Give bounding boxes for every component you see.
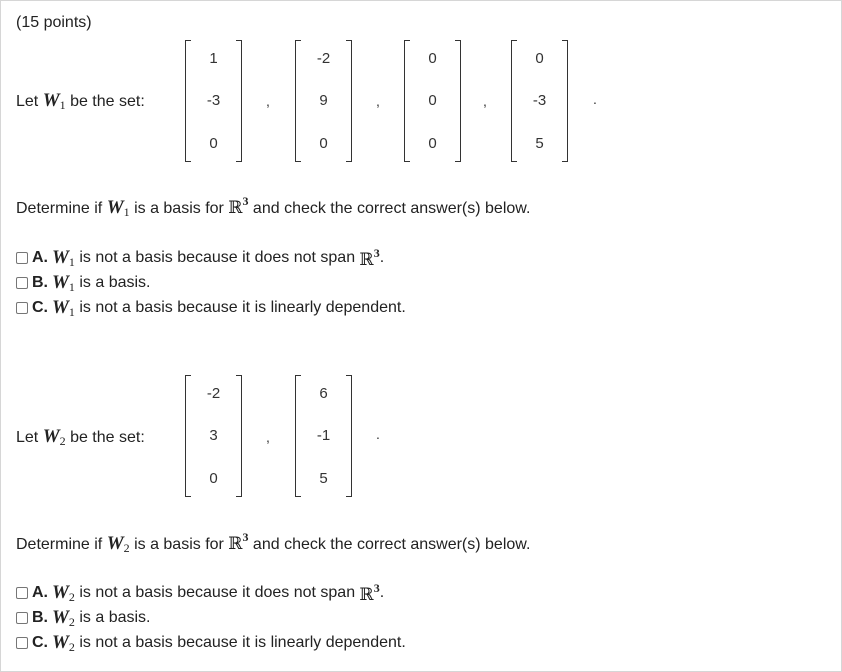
vector-entry: 0 xyxy=(428,135,437,152)
w2-option-c[interactable]: C. $W_2$ is not a basis because it is linearly dependent. xyxy=(16,632,406,654)
checkbox[interactable] xyxy=(16,612,28,624)
let-suffix: be the set: xyxy=(70,93,145,110)
question-w2: Determine if $W_2$ is a basis for ℝ$^3$ and check the correct answer(s) below. xyxy=(16,530,531,555)
checkbox[interactable] xyxy=(16,277,28,289)
vector-entry: 0 xyxy=(428,92,437,109)
question-w1: Determine if $W_1$ is a basis for ℝ$^3$ and check the correct answer(s) below. xyxy=(16,194,531,219)
option-text: is not a basis because it does not span xyxy=(79,249,356,266)
w2-symbol: $W_2$ xyxy=(42,426,66,448)
checkbox[interactable] xyxy=(16,637,28,649)
vector-entry: 0 xyxy=(319,135,328,152)
vector-entry: -3 xyxy=(532,92,547,109)
vector-entry: -3 xyxy=(206,92,221,109)
vector-entry: 5 xyxy=(535,135,544,152)
w2-option-a[interactable]: A. $W_2$ is not a basis because it does not span ℝ$^3$ . xyxy=(16,582,384,604)
vector-entry: -1 xyxy=(316,427,331,444)
comma-separator: , xyxy=(483,93,487,109)
w1-option-c[interactable]: C. $W_1$ is not a basis because it is linearly dependent. xyxy=(16,297,406,319)
set-definition-w2 xyxy=(16,426,145,449)
vector-entry: -2 xyxy=(206,385,221,402)
w2-vector-2 xyxy=(295,375,352,497)
w2-symbol: $W_2$ xyxy=(52,606,75,629)
vector-entry: 9 xyxy=(319,92,328,109)
w2-symbol: $W_2$ xyxy=(52,631,75,654)
r3-symbol: ℝ$^3$ xyxy=(228,530,249,554)
period-mark: . xyxy=(593,91,597,107)
vector-entry: 0 xyxy=(209,470,218,487)
w1-symbol: $W_1$ xyxy=(52,271,75,294)
w1-vector-4 xyxy=(511,40,568,162)
w1-vector-1 xyxy=(185,40,242,162)
option-text: is not a basis because it is linearly dependent. xyxy=(79,634,406,651)
set-definition-w1 xyxy=(16,90,145,113)
w2-symbol: $W_2$ xyxy=(52,581,75,604)
option-text: is not a basis because it does not span xyxy=(79,584,356,601)
option-text: is a basis. xyxy=(79,274,151,291)
r3-symbol: ℝ$^3$ xyxy=(359,581,380,605)
w1-option-a[interactable]: A. $W_1$ is not a basis because it does not span ℝ$^3$ . xyxy=(16,247,384,269)
w1-symbol: $W_1$ xyxy=(106,197,130,219)
let-suffix: be the set: xyxy=(70,429,145,446)
vector-entry: 0 xyxy=(428,50,437,67)
points-label: (15 points) xyxy=(16,14,92,31)
vector-entry: 1 xyxy=(209,50,218,67)
w2-symbol: $W_2$ xyxy=(106,533,130,555)
w1-symbol: $W_1$ xyxy=(52,246,75,269)
checkbox[interactable] xyxy=(16,587,28,599)
w2-option-b[interactable]: B. $W_2$ is a basis. xyxy=(16,607,151,629)
w1-vector-2 xyxy=(295,40,352,162)
w1-symbol: $W_1$ xyxy=(52,296,75,319)
let-prefix: Let xyxy=(16,93,39,110)
option-text: is not a basis because it is linearly dependent. xyxy=(79,299,406,316)
vector-entry: 6 xyxy=(319,385,328,402)
checkbox[interactable] xyxy=(16,302,28,314)
vector-entry: -2 xyxy=(316,50,331,67)
r3-symbol: ℝ$^3$ xyxy=(359,246,380,270)
vector-entry: 0 xyxy=(209,135,218,152)
w1-option-b[interactable]: B. $W_1$ is a basis. xyxy=(16,272,151,294)
vector-entry: 5 xyxy=(319,470,328,487)
w1-vector-3 xyxy=(404,40,461,162)
vector-entry: 0 xyxy=(535,50,544,67)
checkbox[interactable] xyxy=(16,252,28,264)
w2-vector-1 xyxy=(185,375,242,497)
w1-symbol: $W_1$ xyxy=(42,90,66,112)
option-text: is a basis. xyxy=(79,609,151,626)
let-prefix: Let xyxy=(16,429,39,446)
period-mark: . xyxy=(376,426,380,442)
comma-separator: , xyxy=(376,93,380,109)
vector-entry: 3 xyxy=(209,427,218,444)
r3-symbol: ℝ$^3$ xyxy=(228,194,249,218)
comma-separator: , xyxy=(266,93,270,109)
comma-separator: , xyxy=(266,429,270,445)
